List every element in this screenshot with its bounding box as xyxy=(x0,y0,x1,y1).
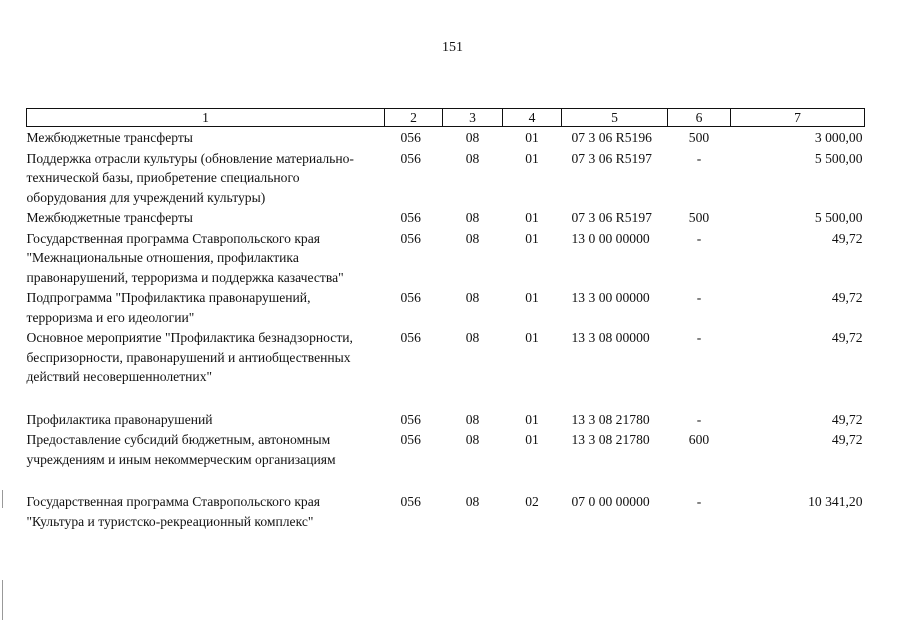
section-code: 08 xyxy=(465,230,480,246)
target-article-code: 13 3 00 00000 xyxy=(571,290,650,305)
table-row xyxy=(27,287,865,327)
expense-type-code: 500 xyxy=(688,130,710,145)
ministry-code: 056 xyxy=(400,330,421,345)
expense-type-code: - xyxy=(696,290,702,305)
section-code: 08 xyxy=(465,210,480,225)
row-description: Государственная программа Ставропольского края "Межнациональные отношения, профилактика правонарушений, терроризма и поддержка казачества" xyxy=(26,230,344,285)
amount: 49,72 xyxy=(831,411,863,427)
table-row xyxy=(27,148,865,208)
amount: 5 500,00 xyxy=(814,150,863,166)
row-description: Основное мероприятие "Профилактика безнадзорности, беспризорности, правонарушений и антиобщественных действий несовершеннолетних" xyxy=(26,330,353,384)
budget-table xyxy=(26,108,865,531)
target-article-code: 07 3 06 R5197 xyxy=(571,210,652,225)
amount: 10 341,20 xyxy=(808,494,863,509)
subsection-code: 01 xyxy=(525,230,539,246)
amount: 5 500,00 xyxy=(814,210,863,225)
subsection-code: 01 xyxy=(525,210,539,225)
table-row xyxy=(27,429,865,469)
ministry-code: 056 xyxy=(400,290,421,305)
amount: 49,72 xyxy=(831,290,863,305)
table-row xyxy=(27,127,865,148)
expense-type-code: - xyxy=(696,150,702,166)
row-description: Профилактика правонарушений xyxy=(26,411,213,427)
expense-type-code: - xyxy=(696,330,702,345)
row-description: Поддержка отрасли культуры (обновление материально-технической базы, приобретение специального оборудования для учреждений культуры) xyxy=(26,150,354,205)
scan-margin-mark xyxy=(2,580,3,620)
ministry-code: 056 xyxy=(400,411,421,427)
row-spacer xyxy=(27,387,865,409)
column-header-1: 1 xyxy=(27,109,385,127)
amount: 49,72 xyxy=(831,432,863,447)
table-row xyxy=(27,491,865,531)
ministry-code: 056 xyxy=(400,210,421,225)
ministry-code: 056 xyxy=(400,130,421,145)
column-header-3: 3 xyxy=(443,109,503,127)
page-number: 151 xyxy=(442,40,463,55)
ministry-code: 056 xyxy=(400,230,421,246)
table-row xyxy=(27,409,865,430)
section-code: 08 xyxy=(465,494,480,509)
row-description: Государственная программа Ставропольского края "Культура и туристско-рекреационный комплекс" xyxy=(26,494,321,529)
subsection-code: 01 xyxy=(525,330,539,345)
subsection-code: 01 xyxy=(525,130,539,145)
ministry-code: 056 xyxy=(400,150,421,166)
expense-type-code: - xyxy=(696,494,702,509)
row-description: Межбюджетные трансферты xyxy=(26,210,193,225)
column-header-4: 4 xyxy=(503,109,562,127)
section-code: 08 xyxy=(465,411,480,427)
expense-type-code: 500 xyxy=(688,210,710,225)
target-article-code: 13 0 00 00000 xyxy=(571,230,650,246)
table-row xyxy=(27,327,865,387)
amount: 3 000,00 xyxy=(814,130,863,145)
row-description: Подпрограмма "Профилактика правонарушений, терроризма и его идеологии" xyxy=(26,290,311,325)
target-article-code: 07 3 06 R5197 xyxy=(571,150,652,166)
subsection-code: 02 xyxy=(525,494,539,509)
target-article-code: 07 3 06 R5196 xyxy=(571,130,652,145)
budget-table-container xyxy=(26,108,864,531)
amount: 49,72 xyxy=(831,330,863,345)
section-code: 08 xyxy=(465,290,480,305)
section-code: 08 xyxy=(465,432,480,447)
target-article-code: 13 3 08 21780 xyxy=(571,432,650,447)
row-description: Межбюджетные трансферты xyxy=(26,130,193,145)
column-header-2: 2 xyxy=(385,109,443,127)
table-row xyxy=(27,207,865,228)
expense-type-code: - xyxy=(696,411,702,427)
scan-margin-mark xyxy=(2,490,3,508)
ministry-code: 056 xyxy=(400,432,421,447)
section-code: 08 xyxy=(465,150,480,166)
subsection-code: 01 xyxy=(525,290,539,305)
expense-type-code: - xyxy=(696,230,702,246)
table-row xyxy=(27,228,865,288)
target-article-code: 13 3 08 21780 xyxy=(571,411,650,427)
column-header-5: 5 xyxy=(562,109,668,127)
amount: 49,72 xyxy=(831,230,863,246)
target-article-code: 07 0 00 00000 xyxy=(571,494,650,509)
subsection-code: 01 xyxy=(525,150,539,166)
expense-type-code: 600 xyxy=(688,432,710,447)
row-spacer xyxy=(27,469,865,491)
subsection-code: 01 xyxy=(525,432,539,447)
header-row xyxy=(27,109,865,127)
target-article-code: 13 3 08 00000 xyxy=(571,330,650,345)
section-code: 08 xyxy=(465,330,480,345)
column-header-7: 7 xyxy=(731,109,865,127)
subsection-code: 01 xyxy=(525,411,539,427)
row-description: Предоставление субсидий бюджетным, автономным учреждениям и иным некоммерческим организациям xyxy=(26,432,336,467)
column-header-6: 6 xyxy=(668,109,731,127)
ministry-code: 056 xyxy=(400,494,421,509)
section-code: 08 xyxy=(465,130,480,145)
